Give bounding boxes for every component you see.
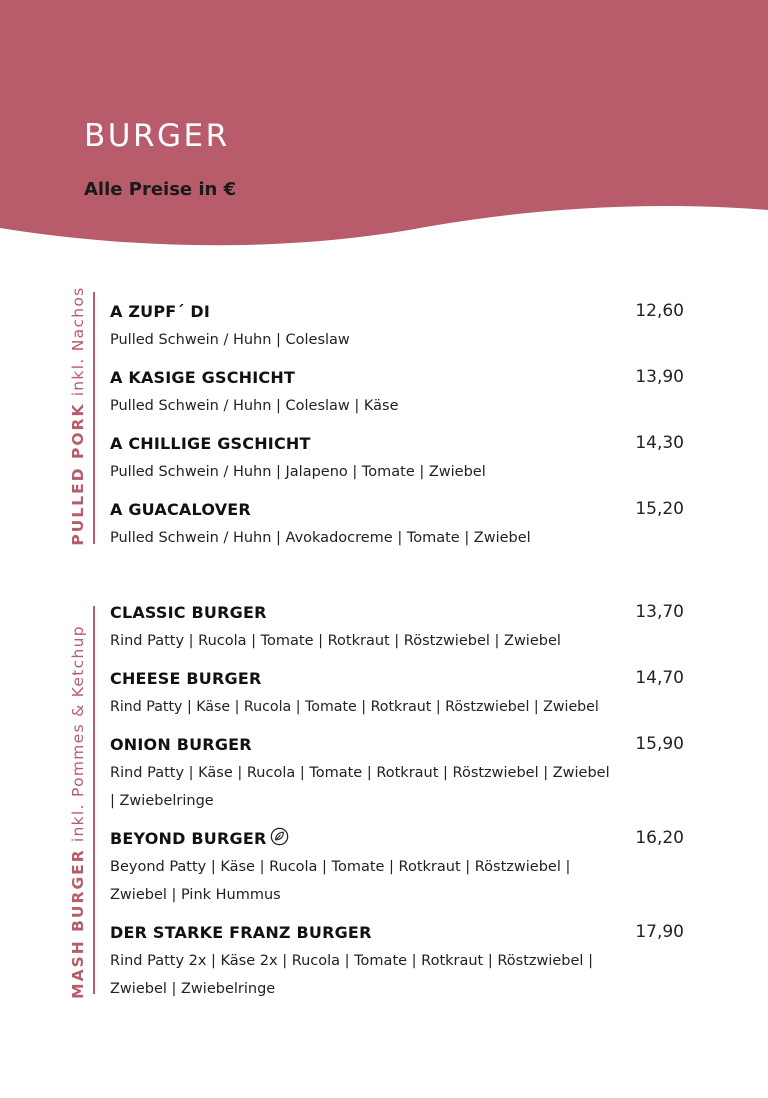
menu-item <box>110 918 686 1012</box>
section-divider-mash-burger <box>93 606 95 994</box>
item-name: A ZUPF´ DI <box>110 302 211 321</box>
item-name: ONION BURGER <box>110 735 252 754</box>
section-pulled-pork <box>110 297 686 561</box>
item-name: A GUACALOVER <box>110 500 251 519</box>
item-price: 13,90 <box>635 367 684 387</box>
item-name: A CHILLIGE GSCHICHT <box>110 434 311 453</box>
item-description: Beyond Patty | Käse | Rucola | Tomate | Rotkraut | Röstzwiebel | Zwiebel | Pink Hummus <box>110 859 571 903</box>
section-label-strong: MASH BURGER <box>69 848 87 999</box>
item-name: CHEESE BURGER <box>110 669 262 688</box>
section-label-strong: PULLED PORK <box>69 402 87 546</box>
item-description: Pulled Schwein / Huhn | Coleslaw | Käse <box>110 398 399 414</box>
section-label-rest: inkl. Nachos <box>69 286 87 403</box>
item-price: 12,60 <box>635 301 684 321</box>
item-name: A KASIGE GSCHICHT <box>110 368 296 387</box>
menu-item <box>110 429 686 495</box>
menu-item <box>110 495 686 561</box>
item-price: 16,20 <box>635 828 684 848</box>
item-name: BEYOND BURGER <box>110 829 267 848</box>
item-name: CLASSIC BURGER <box>110 603 267 622</box>
item-description: Pulled Schwein / Huhn | Coleslaw <box>110 332 350 348</box>
page-title: BURGER <box>84 118 230 154</box>
menu-item <box>110 730 686 824</box>
item-price: 15,90 <box>635 734 684 754</box>
item-price: 14,70 <box>635 668 684 688</box>
section-label-rest: inkl. Pommes & Ketchup <box>69 625 87 849</box>
item-description: Pulled Schwein / Huhn | Avokadocreme | Tomate | Zwiebel <box>110 530 531 546</box>
item-description: Rind Patty | Käse | Rucola | Tomate | Rotkraut | Röstzwiebel | Zwiebel <box>110 699 599 715</box>
item-price: 14,30 <box>635 433 684 453</box>
item-price: 17,90 <box>635 922 684 942</box>
item-description: Rind Patty | Käse | Rucola | Tomate | Rotkraut | Röstzwiebel | Zwiebel | Zwiebelringe <box>110 765 610 809</box>
item-name: DER STARKE FRANZ BURGER <box>110 923 372 942</box>
item-description: Pulled Schwein / Huhn | Jalapeno | Tomate | Zwiebel <box>110 464 486 480</box>
item-price: 15,20 <box>635 499 684 519</box>
menu-item <box>110 363 686 429</box>
section-label-mash-burger <box>68 622 88 1002</box>
item-description: Rind Patty 2x | Käse 2x | Rucola | Tomate | Rotkraut | Röstzwiebel | Zwiebel | Zwiebelringe <box>110 953 593 997</box>
item-price: 13,70 <box>635 602 684 622</box>
menu-item <box>110 664 686 730</box>
menu-item <box>110 297 686 363</box>
price-note: Alle Preise in € <box>84 179 237 200</box>
vegan-leaf-icon <box>270 827 289 846</box>
section-divider-pulled-pork <box>93 292 95 544</box>
item-description: Rind Patty | Rucola | Tomate | Rotkraut | Röstzwiebel | Zwiebel <box>110 633 561 649</box>
menu-item <box>110 824 686 918</box>
menu-item <box>110 598 686 664</box>
section-label-pulled-pork <box>68 286 88 546</box>
header-banner <box>0 0 768 250</box>
section-mash-burger <box>110 598 686 1012</box>
